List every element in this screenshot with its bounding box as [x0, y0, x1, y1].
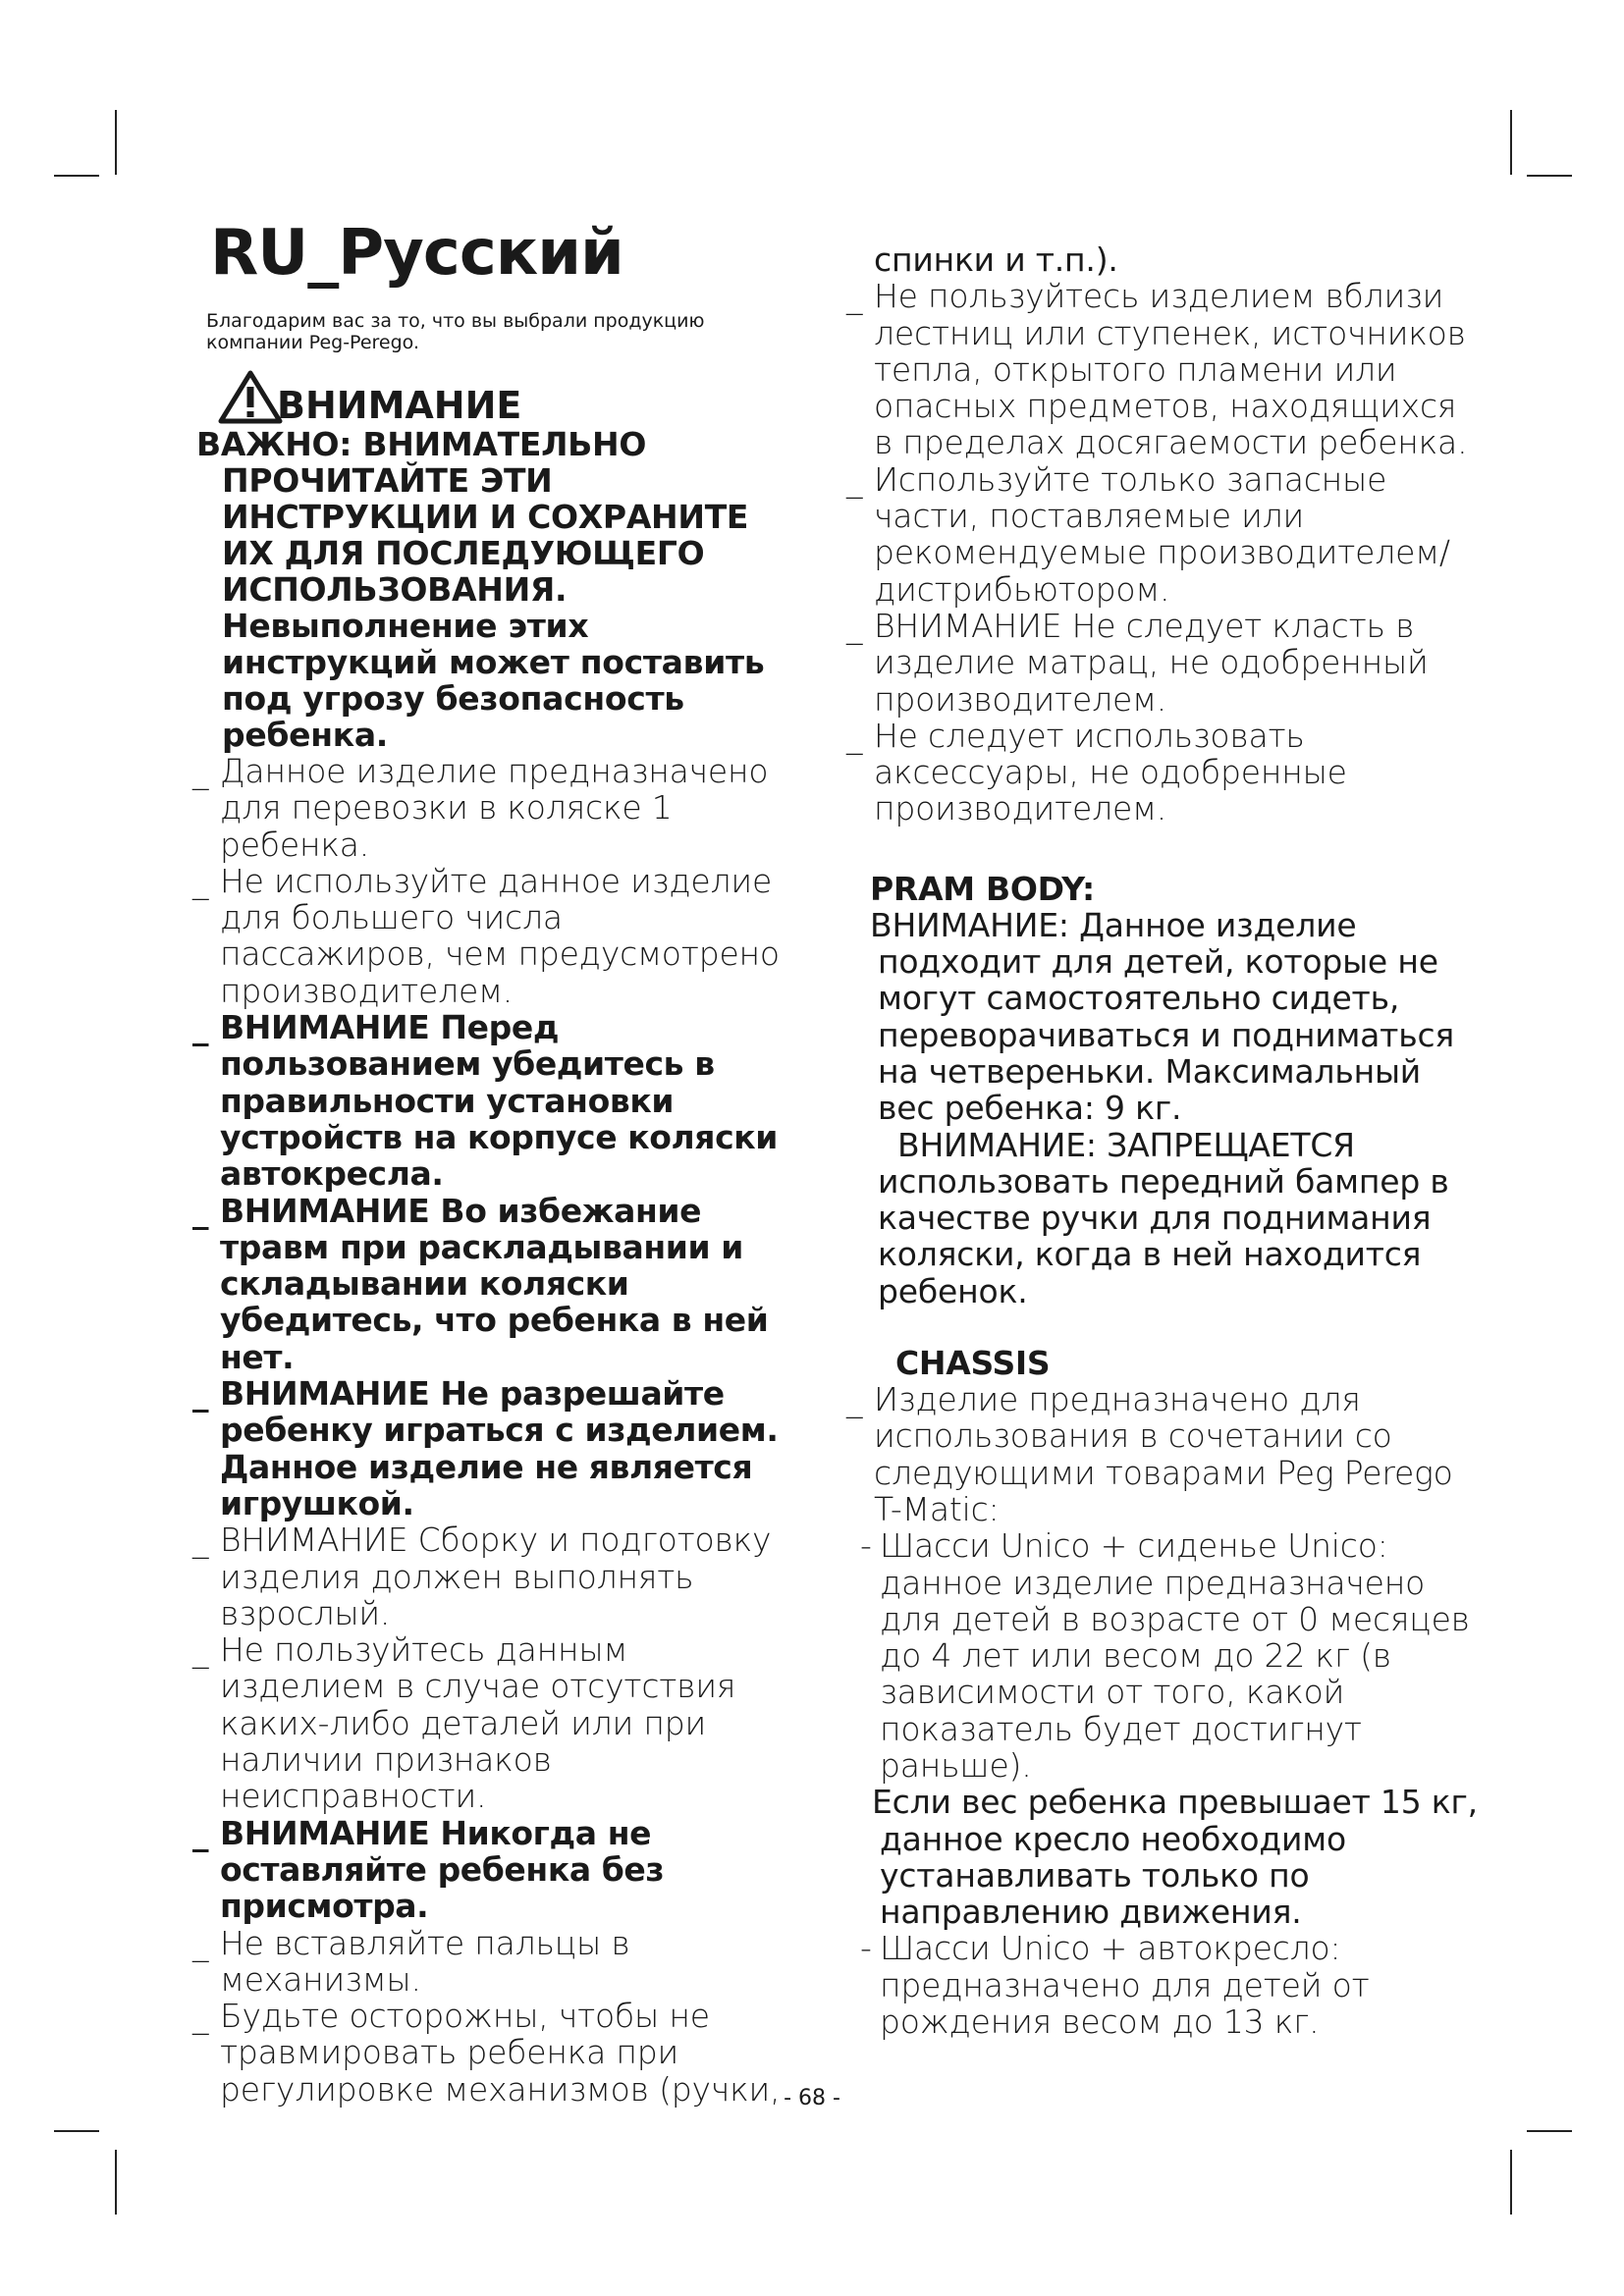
warning-triangle-icon: [218, 369, 283, 424]
pram-body-section: [850, 871, 1479, 1309]
page-number: - 68 -: [784, 2086, 840, 2110]
crop-mark: [54, 175, 99, 177]
crop-mark: [115, 110, 117, 175]
intro-text: Благодарим вас за то, что вы выбрали продукцию компании Peg-Perego.: [206, 310, 705, 353]
crop-mark: [1527, 175, 1572, 177]
pram-body-bumper-warning: ВНИМАНИЕ: ЗАПРЕЩАЕТСЯ использовать передний бампер в качестве ручки для поднимания коляски, когда в ней находится ребенок.: [878, 1125, 1449, 1310]
chassis-section: [846, 1344, 1479, 2042]
list-item: _ ВНИМАНИЕ Не разрешайте ребенку играться с изделием. Данное изделие не является игрушкой.: [192, 1374, 779, 1522]
left-column: [192, 425, 785, 2109]
list-item: _ Изделие предназначено для использования в сочетании со следующими товарами Peg Perego T-Matic:: [846, 1380, 1453, 1528]
warning-title: ВНИМАНИЕ: [277, 384, 522, 427]
important-notice: ВАЖНО: ВНИМАТЕЛЬНО ПРОЧИТАЙТЕ ЭТИ ИНСТРУКЦИИ И СОХРАНИТЕ ИХ ДЛЯ ПОСЛЕДУЮЩЕГО ИСПОЛЬЗОВАНИЯ.: [196, 425, 749, 609]
section-heading: CHASSIS: [895, 1344, 1051, 1383]
warning-heading: [218, 369, 522, 427]
list-item: _ ВНИМАНИЕ Во избежание травм при раскладывании и складывании коляски убедитесь, что ребенка в ней нет.: [192, 1191, 769, 1376]
safety-notice: Невыполнение этих инструкций может поставить под угрозу безопасность ребенка.: [222, 607, 765, 754]
chassis-note: Если вес ребенка превышает 15 кг, данное кресло необходимо устанавливать только по направлению движения.: [872, 1783, 1478, 1932]
list-item: _ ВНИМАНИЕ Сборку и подготовку изделия должен выполнять взрослый.: [192, 1521, 772, 1632]
list-item: _ Не пользуйтесь изделием вблизи лестниц или ступенек, источников тепла, открытого пламени или опасных предметов, находящихся в пределах досягаемости ребенка.: [846, 277, 1468, 462]
list-item: _ Данное изделие предназначено для перевозки в коляске 1 ребенка.: [192, 752, 769, 864]
list-item: _ ВНИМАНИЕ Никогда не оставляйте ребенка без присмотра.: [192, 1813, 665, 1926]
list-item: - Шасси Unico + автокресло: предназначено для детей от рождения весом до 13 кг.: [860, 1929, 1370, 2042]
crop-mark: [1527, 2130, 1572, 2132]
crop-mark: [115, 2150, 117, 2215]
list-item: _ ВНИМАНИЕ Не следует класть в изделие матрац, не одобренный производителем.: [846, 606, 1429, 719]
list-item: _ ВНИМАНИЕ Перед пользованием убедитесь в правильности установки устройств на корпусе коляски автокресла.: [192, 1008, 778, 1194]
crop-mark: [54, 2130, 99, 2132]
crop-mark: [1510, 110, 1512, 175]
list-item: - Шасси Unico + сиденье Unico: данное изделие предназначено для детей в возрасте от 0 месяцев до 4 лет или весом до 22 кг (в зависимости от того, какой показатель будет достигнут раньше).: [860, 1526, 1470, 1785]
list-item: _ Используйте только запасные части, поставляемые или рекомендуемые производителем/ дистрибьютором.: [846, 459, 1450, 609]
crop-mark: [1510, 2150, 1512, 2215]
page-title: RU_Русский: [210, 217, 623, 290]
list-item: _ Не используйте данное изделие для большего числа пассажиров, чем предусмотрено производителем.: [192, 861, 780, 1010]
list-item: _ Не вставляйте пальцы в механизмы.: [192, 1923, 630, 1999]
right-column: [846, 240, 1479, 2042]
continuation-text: спинки и т.п.).: [874, 240, 1118, 279]
list-item: _ Не пользуйтесь данным изделием в случае отсутствия каких-либо деталей или при наличии признаков неисправности.: [192, 1630, 736, 1816]
section-heading: PRAM BODY:: [870, 869, 1095, 908]
pram-body-warning: ВНИМАНИЕ: Данное изделие подходит для детей, которые не могут самостоятельно сидеть, переворачиваться и подниматься на четвереньки. Максимальный вес ребенка: 9 кг.: [870, 905, 1455, 1128]
list-item: _ Будьте осторожны, чтобы не травмировать ребенка при регулировке механизмов (ручки,: [192, 1997, 781, 2109]
list-item: _ Не следует использовать аксессуары, не одобренные производителем.: [846, 716, 1347, 828]
